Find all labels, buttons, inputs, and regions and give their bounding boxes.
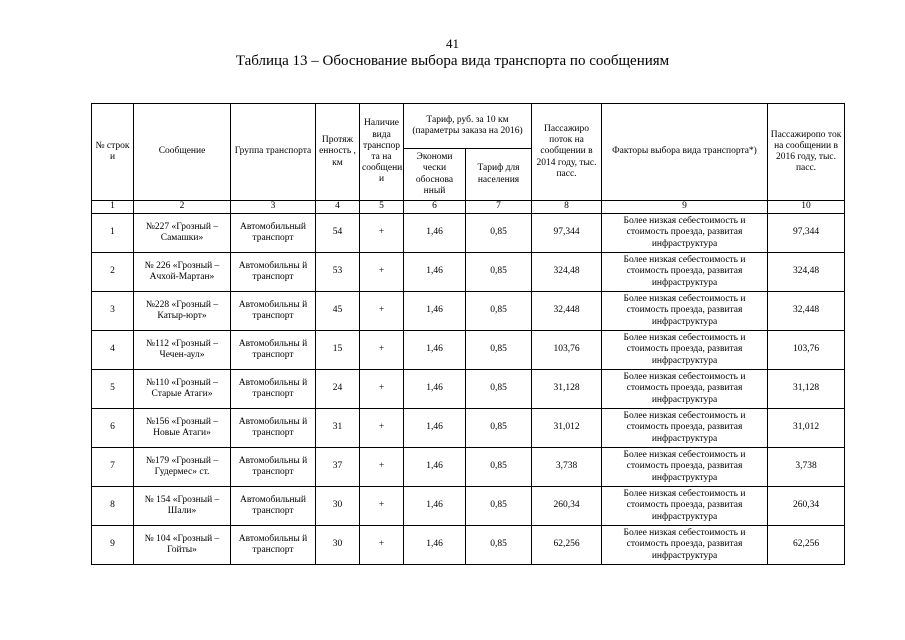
column-number: 5 <box>360 201 404 214</box>
cell-length: 54 <box>316 214 360 253</box>
cell-length: 30 <box>316 526 360 565</box>
header-length: Протяж енность , км <box>316 104 360 201</box>
cell-factors: Более низкая себестоимость и стоимость проезда, развитая инфраструктура <box>602 526 768 565</box>
table-row <box>92 292 845 331</box>
cell-no: 4 <box>92 331 134 370</box>
cell-factors: Более низкая себестоимость и стоимость проезда, развитая инфраструктура <box>602 409 768 448</box>
table-row <box>92 331 845 370</box>
cell-flow-2014: 97,344 <box>532 214 602 253</box>
header-row-no: № строк и <box>92 104 134 201</box>
cell-presence: + <box>360 370 404 409</box>
cell-no: 8 <box>92 487 134 526</box>
cell-presence: + <box>360 487 404 526</box>
cell-tariff-econ: 1,46 <box>404 370 466 409</box>
cell-flow-2016: 103,76 <box>768 331 845 370</box>
cell-factors: Более низкая себестоимость и стоимость проезда, развитая инфраструктура <box>602 487 768 526</box>
cell-flow-2016: 324,48 <box>768 253 845 292</box>
cell-flow-2016: 3,738 <box>768 448 845 487</box>
cell-length: 45 <box>316 292 360 331</box>
cell-tariff-pop: 0,85 <box>466 292 532 331</box>
cell-factors: Более низкая себестоимость и стоимость проезда, развитая инфраструктура <box>602 292 768 331</box>
cell-length: 31 <box>316 409 360 448</box>
table-row <box>92 409 845 448</box>
header-presence: Наличие вида транспор та на сообщени и <box>360 104 404 201</box>
cell-length: 30 <box>316 487 360 526</box>
cell-route: №156 «Грозный – Новые Атаги» <box>134 409 231 448</box>
cell-presence: + <box>360 448 404 487</box>
cell-tariff-econ: 1,46 <box>404 526 466 565</box>
cell-presence: + <box>360 526 404 565</box>
cell-factors: Более низкая себестоимость и стоимость проезда, развитая инфраструктура <box>602 214 768 253</box>
column-number: 4 <box>316 201 360 214</box>
cell-tariff-pop: 0,85 <box>466 370 532 409</box>
cell-group: Автомобильны й транспорт <box>231 331 316 370</box>
header-tariff: Тариф, руб. за 10 км (параметры заказа на 2016) <box>404 104 532 149</box>
cell-flow-2014: 31,012 <box>532 409 602 448</box>
cell-presence: + <box>360 331 404 370</box>
header-group: Группа транспорта <box>231 104 316 201</box>
cell-flow-2016: 31,128 <box>768 370 845 409</box>
cell-group: Автомобильный транспорт <box>231 487 316 526</box>
header-flow-2016: Пассажиропо ток на сообщении в 2016 году, тыс. пасс. <box>768 104 845 201</box>
table-row <box>92 526 845 565</box>
column-number: 1 <box>92 201 134 214</box>
cell-tariff-econ: 1,46 <box>404 448 466 487</box>
table-title: Таблица 13 – Обоснование выбора вида транспорта по сообщениям <box>235 53 670 69</box>
cell-no: 7 <box>92 448 134 487</box>
cell-factors: Более низкая себестоимость и стоимость проезда, развитая инфраструктура <box>602 253 768 292</box>
cell-flow-2014: 31,128 <box>532 370 602 409</box>
table-row <box>92 370 845 409</box>
cell-flow-2016: 62,256 <box>768 526 845 565</box>
cell-flow-2016: 31,012 <box>768 409 845 448</box>
cell-flow-2014: 324,48 <box>532 253 602 292</box>
cell-group: Автомобильный транспорт <box>231 214 316 253</box>
cell-length: 53 <box>316 253 360 292</box>
cell-presence: + <box>360 214 404 253</box>
cell-flow-2014: 3,738 <box>532 448 602 487</box>
cell-route: №179 «Грозный – Гудермес» ст. <box>134 448 231 487</box>
column-number: 2 <box>134 201 231 214</box>
cell-no: 3 <box>92 292 134 331</box>
cell-factors: Более низкая себестоимость и стоимость проезда, развитая инфраструктура <box>602 370 768 409</box>
cell-group: Автомобильны й транспорт <box>231 370 316 409</box>
cell-route: №110 «Грозный – Старые Атаги» <box>134 370 231 409</box>
cell-route: № 226 «Грозный – Ачхой-Мартан» <box>134 253 231 292</box>
page-number: 41 <box>446 36 459 51</box>
cell-tariff-pop: 0,85 <box>466 409 532 448</box>
cell-tariff-pop: 0,85 <box>466 214 532 253</box>
cell-no: 1 <box>92 214 134 253</box>
cell-group: Автомобильны й транспорт <box>231 253 316 292</box>
cell-tariff-econ: 1,46 <box>404 487 466 526</box>
cell-route: № 104 «Грозный – Гойты» <box>134 526 231 565</box>
cell-no: 6 <box>92 409 134 448</box>
cell-length: 24 <box>316 370 360 409</box>
cell-flow-2014: 103,76 <box>532 331 602 370</box>
cell-tariff-pop: 0,85 <box>466 448 532 487</box>
cell-tariff-pop: 0,85 <box>466 526 532 565</box>
header-flow-2014: Пассажиро поток на сообщении в 2014 году, тыс. пасс. <box>532 104 602 201</box>
table-row <box>92 487 845 526</box>
cell-no: 9 <box>92 526 134 565</box>
header-row <box>92 104 845 149</box>
cell-tariff-econ: 1,46 <box>404 331 466 370</box>
cell-tariff-econ: 1,46 <box>404 292 466 331</box>
cell-group: Автомобильны й транспорт <box>231 409 316 448</box>
cell-flow-2016: 97,344 <box>768 214 845 253</box>
header-tariff-pop: Тариф для населения <box>466 149 532 201</box>
cell-tariff-pop: 0,85 <box>466 331 532 370</box>
cell-presence: + <box>360 409 404 448</box>
column-number: 9 <box>602 201 768 214</box>
cell-flow-2016: 32,448 <box>768 292 845 331</box>
cell-flow-2014: 260,34 <box>532 487 602 526</box>
header-tariff-econ: Экономи чески обоснова нный <box>404 149 466 201</box>
header-route: Сообщение <box>134 104 231 201</box>
cell-tariff-econ: 1,46 <box>404 214 466 253</box>
cell-presence: + <box>360 292 404 331</box>
column-number: 7 <box>466 201 532 214</box>
cell-group: Автомобильны й транспорт <box>231 526 316 565</box>
table-row <box>92 214 845 253</box>
column-number-row <box>92 201 845 214</box>
column-number: 3 <box>231 201 316 214</box>
cell-route: №227 «Грозный – Самашки» <box>134 214 231 253</box>
cell-route: №112 «Грозный – Чечен-аул» <box>134 331 231 370</box>
column-number: 10 <box>768 201 845 214</box>
header-factors: Факторы выбора вида транспорта*) <box>602 104 768 201</box>
cell-tariff-pop: 0,85 <box>466 487 532 526</box>
column-number: 8 <box>532 201 602 214</box>
cell-presence: + <box>360 253 404 292</box>
transport-table <box>91 103 845 565</box>
cell-group: Автомобильны й транспорт <box>231 448 316 487</box>
cell-tariff-econ: 1,46 <box>404 409 466 448</box>
cell-no: 5 <box>92 370 134 409</box>
cell-route: № 154 «Грозный – Шали» <box>134 487 231 526</box>
cell-no: 2 <box>92 253 134 292</box>
table-row <box>92 448 845 487</box>
cell-factors: Более низкая себестоимость и стоимость проезда, развитая инфраструктура <box>602 448 768 487</box>
table-row <box>92 253 845 292</box>
cell-tariff-pop: 0,85 <box>466 253 532 292</box>
cell-flow-2016: 260,34 <box>768 487 845 526</box>
cell-group: Автомобильны й транспорт <box>231 292 316 331</box>
cell-flow-2014: 32,448 <box>532 292 602 331</box>
cell-route: №228 «Грозный – Катыр-юрт» <box>134 292 231 331</box>
cell-tariff-econ: 1,46 <box>404 253 466 292</box>
cell-flow-2014: 62,256 <box>532 526 602 565</box>
cell-length: 37 <box>316 448 360 487</box>
cell-length: 15 <box>316 331 360 370</box>
cell-factors: Более низкая себестоимость и стоимость проезда, развитая инфраструктура <box>602 331 768 370</box>
column-number: 6 <box>404 201 466 214</box>
